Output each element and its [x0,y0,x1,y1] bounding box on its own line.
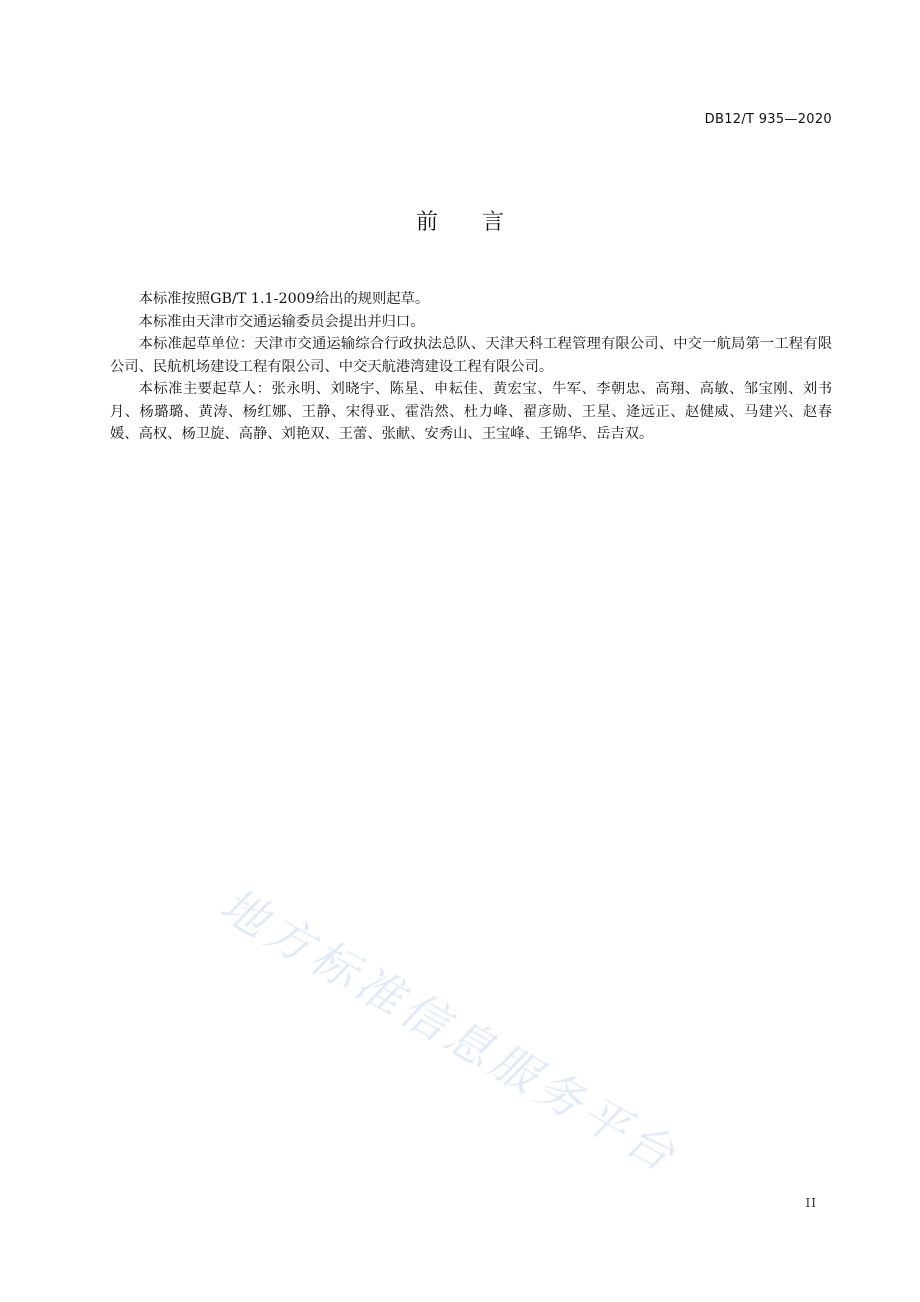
paragraph-proposer: 本标准由天津市交通运输委员会提出并归口。 [138,313,425,330]
paragraph-drafters: 本标准主要起草人：张永明、刘晓宇、陈星、申耘佳、黄宏宝、牛军、李朝忠、高翔、高敏、邹宝刚、刘书月、杨璐璐、黄涛、杨红娜、王静、宋得亚、霍浩然、杜力峰、翟彦勋、王星、逄远正、赵健威、马建兴、赵春媛、高权、杨卫旋、高静、刘艳双、王蕾、张献、安秀山、王宝峰、王锦华、岳吉双。 [110,381,832,442]
page-title [0,205,920,236]
title-char-2: 言 [482,210,505,235]
watermark: 地方标准信息服务平台 [211,877,689,1184]
paragraph-drafting-rules: 本标准按照GB/T 1.1-2009给出的规则起草。 [138,291,430,307]
page-number: II [805,1196,817,1210]
document-code: DB12/T 935—2020 [704,112,832,127]
body-text [110,288,832,446]
title-char-1: 前 [415,210,438,235]
paragraph-drafting-units: 本标准起草单位：天津市交通运输综合行政执法总队、天津天科工程管理有限公司、中交一航局第一工程有限公司、民航机场建设工程有限公司、中交天航港湾建设工程有限公司。 [110,336,832,375]
